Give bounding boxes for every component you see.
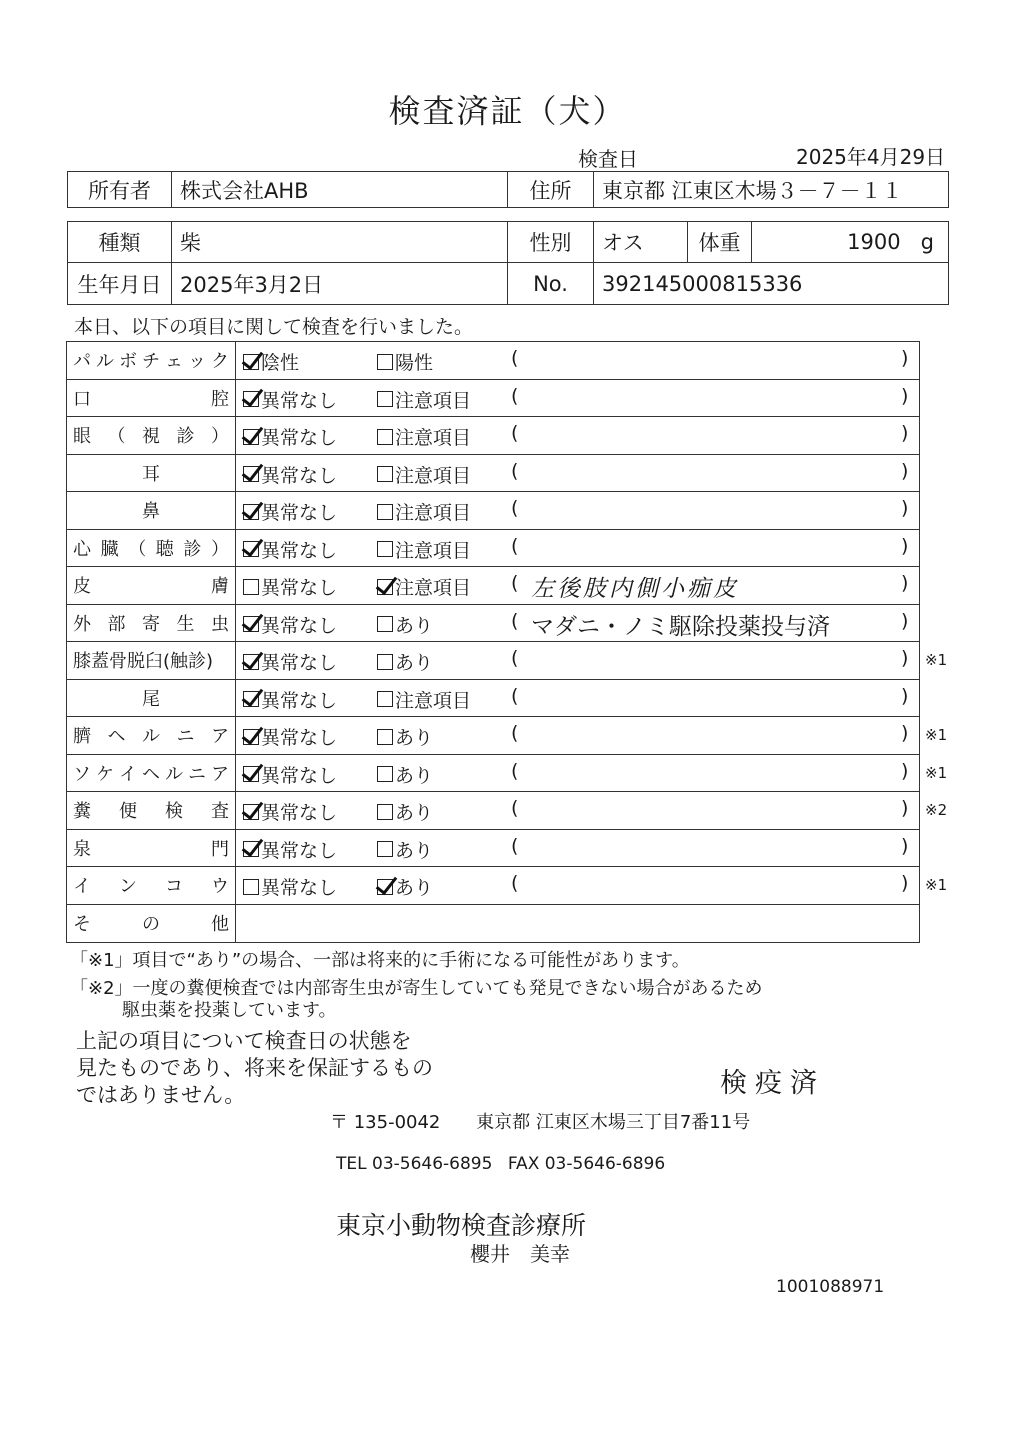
inspection-grid bbox=[66, 341, 948, 943]
row-label bbox=[67, 417, 236, 454]
label-char: ケ bbox=[96, 763, 114, 785]
label-char: イ bbox=[119, 763, 137, 785]
table-row bbox=[67, 342, 919, 380]
option-label: あり bbox=[395, 652, 434, 674]
row-label bbox=[67, 605, 236, 642]
option-abnormal[interactable] bbox=[377, 798, 433, 825]
label-char: そ bbox=[73, 914, 91, 936]
checkbox-icon[interactable] bbox=[243, 766, 259, 782]
table-row bbox=[67, 867, 948, 905]
table-row bbox=[67, 830, 919, 868]
label-char: ン bbox=[119, 876, 137, 898]
street-address: 東京都 江東区木場三丁目7番11号 bbox=[476, 1112, 751, 1133]
option-abnormal[interactable] bbox=[377, 461, 471, 488]
paren-close: ) bbox=[901, 422, 909, 444]
option-label: あり bbox=[395, 764, 434, 787]
option-label: あり bbox=[395, 802, 434, 824]
checkbox-icon[interactable] bbox=[243, 616, 259, 632]
weight-unit: g bbox=[920, 230, 934, 254]
checkbox-icon[interactable] bbox=[377, 541, 393, 557]
disclaimer-line: ではありません。 bbox=[76, 1083, 246, 1107]
paren-close: ) bbox=[901, 497, 909, 519]
checkbox-icon[interactable] bbox=[243, 354, 259, 370]
option-normal[interactable] bbox=[243, 686, 337, 713]
checkbox-icon[interactable] bbox=[377, 429, 393, 445]
disclaimer-line: 上記の項目について検査日の状態を bbox=[76, 1029, 412, 1053]
footnote-mark: ※1 bbox=[925, 651, 948, 669]
checkbox-icon[interactable] bbox=[243, 691, 259, 707]
serial-number: 1001088971 bbox=[776, 1277, 885, 1297]
clinic-address bbox=[330, 1108, 780, 1134]
footnote-2a: 「※2」一度の糞便検査では内部寄生虫が寄生していても発見できない場合があるため bbox=[70, 978, 763, 999]
page-title: 検査済証（犬） bbox=[388, 92, 627, 130]
option-abnormal[interactable] bbox=[377, 836, 433, 863]
row-label bbox=[67, 717, 236, 754]
checkbox-icon[interactable] bbox=[243, 841, 259, 857]
option-normal[interactable] bbox=[243, 386, 337, 413]
breed-value: 柴 bbox=[172, 222, 508, 263]
option-normal[interactable] bbox=[243, 648, 337, 675]
paren-open: ( bbox=[511, 609, 519, 632]
option-label: 異常なし bbox=[261, 389, 338, 412]
table-row bbox=[67, 530, 919, 568]
paren-open: ( bbox=[511, 459, 519, 482]
label-char: （ bbox=[107, 426, 126, 448]
label-char: ル bbox=[165, 763, 183, 785]
weight-cell bbox=[752, 222, 949, 263]
option-normal[interactable] bbox=[243, 498, 337, 525]
label-char: ア bbox=[211, 726, 229, 748]
row-label bbox=[67, 567, 236, 604]
option-label: あり bbox=[395, 614, 434, 637]
option-normal[interactable] bbox=[243, 873, 337, 900]
checkbox-icon[interactable] bbox=[377, 654, 393, 670]
label-char: 口 bbox=[73, 388, 91, 410]
label-char: ） bbox=[211, 426, 229, 448]
row-label: 耳 bbox=[67, 455, 236, 492]
label-char: 腔 bbox=[211, 388, 229, 410]
inspector-name: 櫻井 美幸 bbox=[470, 1242, 570, 1266]
paren-open: ( bbox=[511, 797, 519, 819]
label-char: 便 bbox=[119, 801, 137, 823]
label-char: ボ bbox=[119, 351, 137, 373]
label-char: 聴 bbox=[155, 538, 174, 560]
label-char: 診 bbox=[183, 538, 202, 560]
checkbox-icon[interactable] bbox=[377, 691, 393, 707]
paren-open: ( bbox=[511, 384, 519, 407]
label-char: の bbox=[142, 914, 160, 936]
row-label bbox=[67, 905, 236, 943]
label-char: 臍 bbox=[73, 726, 91, 748]
label-char: ニ bbox=[176, 726, 195, 748]
label-char: イ bbox=[73, 876, 91, 898]
option-label: 異常なし bbox=[261, 614, 338, 637]
option-normal[interactable] bbox=[243, 461, 337, 488]
paren-open: ( bbox=[511, 422, 519, 444]
row-label bbox=[67, 830, 236, 867]
option-label: 注意項目 bbox=[395, 427, 472, 449]
option-label: 注意項目 bbox=[395, 539, 472, 562]
label-char: 虫 bbox=[211, 613, 229, 635]
paren-close: ) bbox=[901, 722, 909, 744]
label-char: 寄 bbox=[142, 613, 160, 635]
checkbox-icon[interactable] bbox=[243, 504, 259, 520]
option-label: 注意項目 bbox=[395, 577, 472, 599]
option-label: 注意項目 bbox=[395, 502, 472, 524]
sex-label: 性別 bbox=[508, 222, 594, 263]
label-char: 膚 bbox=[211, 576, 229, 598]
option-abnormal[interactable] bbox=[377, 648, 433, 675]
table-row bbox=[67, 680, 919, 718]
option-label: 異常なし bbox=[261, 689, 338, 712]
disclaimer-line: 見たものであり、将来を保証するもの bbox=[76, 1056, 433, 1080]
table-row bbox=[67, 755, 948, 793]
owner-value: 株式会社AHB bbox=[172, 172, 508, 208]
label-char: ク bbox=[211, 351, 229, 373]
row-label: 鼻 bbox=[67, 492, 236, 529]
label-char: ル bbox=[142, 726, 160, 748]
option-abnormal[interactable] bbox=[377, 536, 471, 563]
label-char: パ bbox=[73, 351, 91, 373]
table-row bbox=[67, 792, 948, 830]
birth-label: 生年月日 bbox=[68, 263, 172, 305]
label-char: 門 bbox=[211, 838, 229, 860]
checkbox-icon[interactable] bbox=[243, 579, 259, 595]
table-row bbox=[67, 455, 919, 493]
option-label: 異常なし bbox=[261, 839, 338, 862]
label-char: 視 bbox=[142, 426, 160, 448]
footnote-mark: ※1 bbox=[925, 763, 948, 782]
address-value: 東京都 江東区木場３－７－１１ bbox=[594, 172, 949, 208]
option-label: 陰性 bbox=[261, 352, 300, 374]
option-label: 異常なし bbox=[261, 427, 338, 449]
option-abnormal[interactable] bbox=[377, 423, 471, 450]
row-label bbox=[67, 867, 236, 904]
no-value: 392145000815336 bbox=[594, 263, 949, 305]
checkbox-icon[interactable] bbox=[377, 504, 393, 520]
label-char: 検 bbox=[165, 801, 183, 823]
table-row bbox=[67, 642, 948, 680]
paren-close: ) bbox=[901, 347, 909, 369]
label-char: ェ bbox=[165, 351, 183, 373]
label-char: 糞 bbox=[73, 801, 91, 823]
label-char: ッ bbox=[188, 351, 206, 373]
label-char: （ bbox=[128, 538, 147, 560]
inspection-date: 2025年4月29日 bbox=[796, 145, 946, 169]
label-char: 皮 bbox=[73, 576, 91, 598]
label-char: 部 bbox=[107, 613, 126, 635]
row-label: 尾 bbox=[67, 680, 236, 717]
checkbox-icon[interactable] bbox=[377, 766, 393, 782]
breed-label: 種類 bbox=[68, 222, 172, 263]
row-note: マダニ・ノミ駆除投薬投与済 bbox=[531, 613, 830, 640]
owner-table bbox=[67, 171, 949, 208]
clinic-name: 東京小動物検査診療所 bbox=[336, 1211, 587, 1240]
row-label bbox=[67, 342, 236, 379]
paren-open: ( bbox=[511, 497, 519, 519]
option-label: 異常なし bbox=[261, 802, 338, 824]
row-label bbox=[67, 792, 236, 829]
checkbox-icon[interactable] bbox=[377, 466, 393, 482]
label-char: ヘ bbox=[107, 726, 126, 748]
paren-close: ) bbox=[901, 872, 909, 894]
option-label: あり bbox=[395, 839, 434, 862]
birth-value: 2025年3月2日 bbox=[172, 263, 508, 305]
postal-code: 〒 135-0042 bbox=[330, 1112, 441, 1133]
animal-table bbox=[67, 221, 949, 305]
owner-label: 所有者 bbox=[68, 172, 172, 208]
label-char: 診 bbox=[176, 426, 195, 448]
label-char: ウ bbox=[211, 876, 229, 898]
option-label: 注意項目 bbox=[395, 389, 472, 412]
checkbox-icon[interactable] bbox=[377, 841, 393, 857]
option-normal[interactable] bbox=[243, 536, 337, 563]
table-row bbox=[67, 492, 919, 530]
table-row bbox=[67, 417, 919, 455]
option-abnormal[interactable] bbox=[377, 723, 433, 750]
checkbox-icon[interactable] bbox=[377, 579, 393, 595]
checkbox-icon[interactable] bbox=[377, 804, 393, 820]
row-label bbox=[67, 755, 236, 792]
checkbox-icon[interactable] bbox=[377, 879, 393, 895]
table-row bbox=[67, 605, 919, 643]
checkbox-icon[interactable] bbox=[243, 654, 259, 670]
checkbox-icon[interactable] bbox=[377, 391, 393, 407]
checkbox-icon[interactable] bbox=[243, 466, 259, 482]
row-note: 左後肢内側小痂皮 bbox=[531, 576, 739, 602]
checkbox-icon[interactable] bbox=[377, 354, 393, 370]
footnote-mark: ※1 bbox=[925, 876, 948, 894]
paren-open: ( bbox=[511, 684, 519, 707]
paren-close: ) bbox=[901, 459, 909, 482]
label-char: ヘ bbox=[142, 763, 160, 785]
option-label: 陽性 bbox=[395, 352, 434, 374]
paren-open: ( bbox=[511, 534, 519, 557]
footnote-mark: ※2 bbox=[925, 801, 948, 819]
label-char: 臓 bbox=[100, 538, 119, 560]
footnote-1: 「※1」項目で“あり”の場合、一部は将来的に手術になる可能性があります。 bbox=[70, 950, 690, 971]
checkbox-icon[interactable] bbox=[243, 391, 259, 407]
option-abnormal[interactable] bbox=[377, 611, 433, 638]
option-abnormal[interactable] bbox=[377, 761, 433, 788]
inspection-date-label: 検査日 bbox=[578, 147, 638, 171]
option-normal[interactable] bbox=[243, 573, 337, 600]
checkbox-icon[interactable] bbox=[243, 879, 259, 895]
checkbox-icon[interactable] bbox=[243, 729, 259, 745]
tel-number: TEL 03-5646-6895 bbox=[336, 1154, 493, 1174]
label-char: 査 bbox=[211, 801, 229, 823]
checkbox-icon[interactable] bbox=[243, 804, 259, 820]
paren-close: ) bbox=[901, 797, 909, 819]
option-label: 異常なし bbox=[261, 764, 338, 787]
paren-open: ( bbox=[511, 722, 519, 744]
paren-open: ( bbox=[511, 647, 519, 669]
paren-close: ) bbox=[901, 684, 909, 707]
checkbox-icon[interactable] bbox=[377, 729, 393, 745]
paren-close: ) bbox=[901, 534, 909, 557]
footnote-2b: 駆虫薬を投薬しています。 bbox=[122, 1000, 337, 1021]
paren-close: ) bbox=[901, 384, 909, 407]
label-char: ル bbox=[96, 351, 114, 373]
contact-numbers bbox=[336, 1154, 675, 1174]
option-abnormal[interactable] bbox=[377, 873, 433, 900]
sex-value: オス bbox=[594, 222, 688, 263]
option-label: あり bbox=[395, 877, 434, 899]
option-abnormal[interactable] bbox=[377, 498, 471, 525]
option-label: 異常なし bbox=[261, 539, 338, 562]
option-label: 異常なし bbox=[261, 577, 338, 599]
paren-open: ( bbox=[511, 347, 519, 369]
label-char: 心 bbox=[73, 538, 91, 560]
label-char: ア bbox=[211, 763, 229, 785]
address-label: 住所 bbox=[508, 172, 594, 208]
option-normal[interactable] bbox=[243, 423, 337, 450]
table-row bbox=[67, 380, 919, 418]
checkbox-icon[interactable] bbox=[377, 616, 393, 632]
paren-open: ( bbox=[511, 759, 519, 782]
option-abnormal[interactable] bbox=[377, 386, 471, 413]
paren-close: ) bbox=[901, 609, 909, 632]
option-abnormal[interactable] bbox=[377, 573, 471, 600]
row-label bbox=[67, 530, 236, 567]
label-char: 生 bbox=[176, 613, 195, 635]
paren-open: ( bbox=[511, 872, 519, 894]
checkbox-icon[interactable] bbox=[243, 429, 259, 445]
option-label: 注意項目 bbox=[395, 464, 472, 487]
fax-number: FAX 03-5646-6896 bbox=[507, 1154, 666, 1174]
option-label: 注意項目 bbox=[395, 689, 472, 712]
option-label: 異常なし bbox=[261, 652, 338, 674]
weight-label: 体重 bbox=[688, 222, 752, 263]
paren-open: ( bbox=[511, 834, 519, 857]
option-label: あり bbox=[395, 727, 434, 749]
label-char: ） bbox=[210, 538, 229, 560]
option-label: 異常なし bbox=[261, 464, 338, 487]
quarantine-stamp: 検疫済 bbox=[720, 1068, 825, 1099]
option-abnormal[interactable] bbox=[377, 348, 433, 375]
paren-close: ) bbox=[901, 759, 909, 782]
label-char: 外 bbox=[73, 613, 91, 635]
label-char: ニ bbox=[188, 763, 206, 785]
option-label: 異常なし bbox=[261, 502, 338, 524]
label-char: コ bbox=[165, 876, 183, 898]
row-label bbox=[67, 380, 236, 417]
option-normal[interactable] bbox=[243, 761, 337, 788]
checkbox-icon[interactable] bbox=[243, 541, 259, 557]
table-row bbox=[67, 717, 948, 755]
disclaimer bbox=[76, 1028, 433, 1109]
label-char: ソ bbox=[73, 763, 91, 785]
label-char: 眼 bbox=[73, 426, 91, 448]
option-abnormal[interactable] bbox=[377, 686, 471, 713]
paren-open: ( bbox=[511, 572, 519, 594]
option-normal[interactable] bbox=[243, 611, 337, 638]
option-label: 異常なし bbox=[261, 727, 338, 749]
row-label: 膝蓋骨脱臼(触診) bbox=[67, 642, 236, 679]
no-label: No. bbox=[508, 263, 594, 305]
paren-close: ) bbox=[901, 834, 909, 857]
paren-close: ) bbox=[901, 647, 909, 669]
table-row-other bbox=[67, 905, 919, 943]
option-label: 異常なし bbox=[261, 877, 338, 899]
table-row bbox=[67, 567, 919, 605]
intro-text: 本日、以下の項目に関して検査を行いました。 bbox=[74, 316, 474, 338]
label-char: チ bbox=[142, 351, 160, 373]
weight-value: 1900 bbox=[847, 230, 901, 254]
footnote-mark: ※1 bbox=[925, 726, 948, 744]
paren-close: ) bbox=[901, 572, 909, 594]
label-char: 泉 bbox=[73, 838, 91, 860]
option-normal[interactable] bbox=[243, 348, 299, 375]
label-char: 他 bbox=[211, 914, 229, 936]
option-normal[interactable] bbox=[243, 836, 337, 863]
option-normal[interactable] bbox=[243, 723, 337, 750]
option-normal[interactable] bbox=[243, 798, 337, 825]
